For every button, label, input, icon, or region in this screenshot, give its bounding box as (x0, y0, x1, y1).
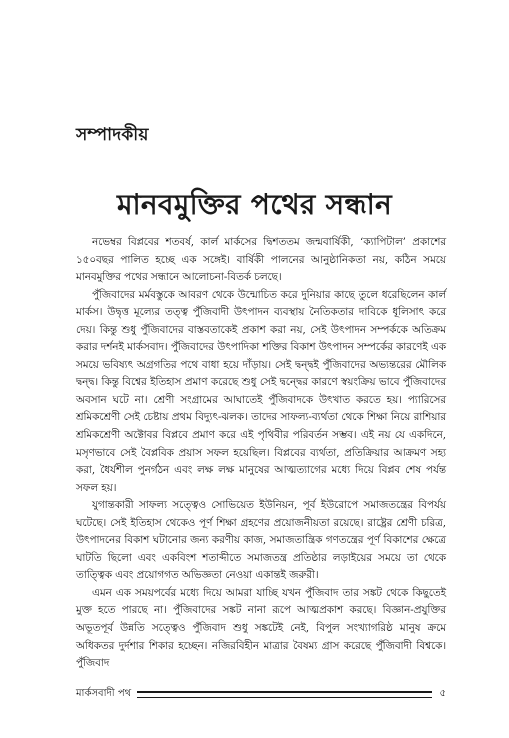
page-footer (76, 686, 446, 702)
footer-journal-name: মার্কসবাদী পথ (76, 687, 132, 699)
article-body (76, 234, 446, 673)
article-title: মানবমুক্তির পথের সন্ধান (116, 188, 393, 221)
section-label: সম্পাদকীয় (76, 125, 149, 145)
footer-rule (137, 691, 431, 698)
paragraph: নভেম্বর বিপ্লবের শতবর্ষ, কার্ল মার্কসের দ্বিশততম জন্মবার্ষিকী, ‘ক্যাপিটাল’ প্রকাশের ১৫০বছর পালিত হচ্ছে এক সঙ্গেই। বার্ষিকী পালনের আনুষ্ঠানিকতা নয়, কঠিন সময়ে মানবমুক্তির পথের সন্ধানে আলোচনা-বিতর্ক চলছে। (76, 236, 446, 284)
paragraph: এমন এক সময়পর্বের মধ্যে দিয়ে আমরা যাচ্ছি যখন পুঁজিবাদ তার সঙ্কট থেকে কিছুতেই মুক্ত হতে পারছে না। পুঁজিবাদের সঙ্কট নানা রূপে আত্মপ্রকাশ করছে। বিজ্ঞান-প্রযুক্তির অভূতপূর্ব উন্নতি সত্ত্বেও পুঁজিবাদ শুধু সঙ্কটেই নেই, বিপুল সংখ্যাগরিষ্ঠ মানুষ ক্রমে অধিকতর দুর্দশার শিকার হচ্ছেন। নজিরবিহীন মাত্রার বৈষম্য গ্রাস করেছে পুঁজিবাদী বিশ্বকে। পুঁজিবাদ (76, 586, 446, 670)
paragraph: যুগান্তকারী সাফল্য সত্ত্বেও সোভিয়েত ইউনিয়ন, পূর্ব ইউরোপে সমাজতন্ত্রের বিপর্যয় ঘটেছে। সেই ইতিহাস থেকেও পূর্ণ শিক্ষা গ্রহণের প্রয়োজনীয়তা রয়েছে। রাষ্ট্রের শ্রেণী চরিত্র, উৎপাদনের বিকাশ ঘটানোর জন্য করণীয় কাজ, সমাজতান্ত্রিক গণতন্ত্রের পূর্ণ বিকাশের ক্ষেত্রে ঘাটতি ছিলো এবং একবিংশ শতাব্দীতে সমাজতন্ত্র প্রতিষ্ঠার লড়াইয়ের সময়ে তা থেকে তাত্ত্বিক এবং প্রয়োগগত অভিজ্ঞতা নেওয়া একান্তই জরুরী। (76, 499, 446, 582)
page-number: ৫ (439, 687, 446, 699)
paragraph: পুঁজিবাদের মর্মবস্তুকে আবরণ থেকে উন্মোচিত করে দুনিয়ার কাছে তুলে ধরেছিলেন কার্ল মার্কস। উদ্বৃত্ত মূল্যের তত্ত্ব পুঁজিবাদী উৎপাদন ব্যবস্থায় নৈতিকতার দাবিকে ধূলিসাৎ করে দেয়। কিন্তু শুধু পুঁজিবাদের বাস্তবতাকেই প্রকাশ করা নয়, সেই উৎপাদন সম্পর্ককে অতিক্রম করার দর্শনই মার্কসবাদ। পুঁজিবাদের উৎপাদিকা শক্তির বিকাশ উৎপাদন সম্পর্কের কারণেই এক সময়ে ভবিষ্যৎ অগ্রগতির পথে বাধা হয়ে দাঁড়ায়। সেই দ্বন্দ্বই পুঁজিবাদের অভ্যন্তরের মৌলিক দ্বন্দ্ব। কিন্তু বিশ্বের ইতিহাস প্রমাণ করেছে শুধু সেই দ্বন্দ্বের কারণে স্বয়ংক্রিয় ভাবে পুঁজিবাদের অবসান ঘটে না। শ্রেণী সংগ্রামের আঘাতেই পুঁজিবাদকে উৎখাত করতে হয়। প্যারিসের শ্রমিকশ্রেণী সেই চেষ্টায় প্রথম বিদ্যুৎ-ঝলক। তাদের সাফল্য-ব্যর্থতা থেকে শিক্ষা নিয়ে রাশিয়ার শ্রমিকশ্রেণী অক্টোবর বিপ্লবে প্রমাণ করে এই পৃথিবীর পরিবর্তন সম্ভব। এই নয় যে একদিনে, মসৃণভাবে সেই বৈপ্লবিক প্রয়াস সফল হয়েছিল। বিপ্লবের ব্যর্থতা, প্রতিক্রিয়ার আক্রমণ সহ্য করা, ধৈর্যশীল পুনর্গঠন এবং লক্ষ লক্ষ মানুষের আত্মত্যাগের মধ্যে দিয়ে বিপ্লব শেষ পর্যন্ত সফল হয়। (76, 288, 446, 494)
